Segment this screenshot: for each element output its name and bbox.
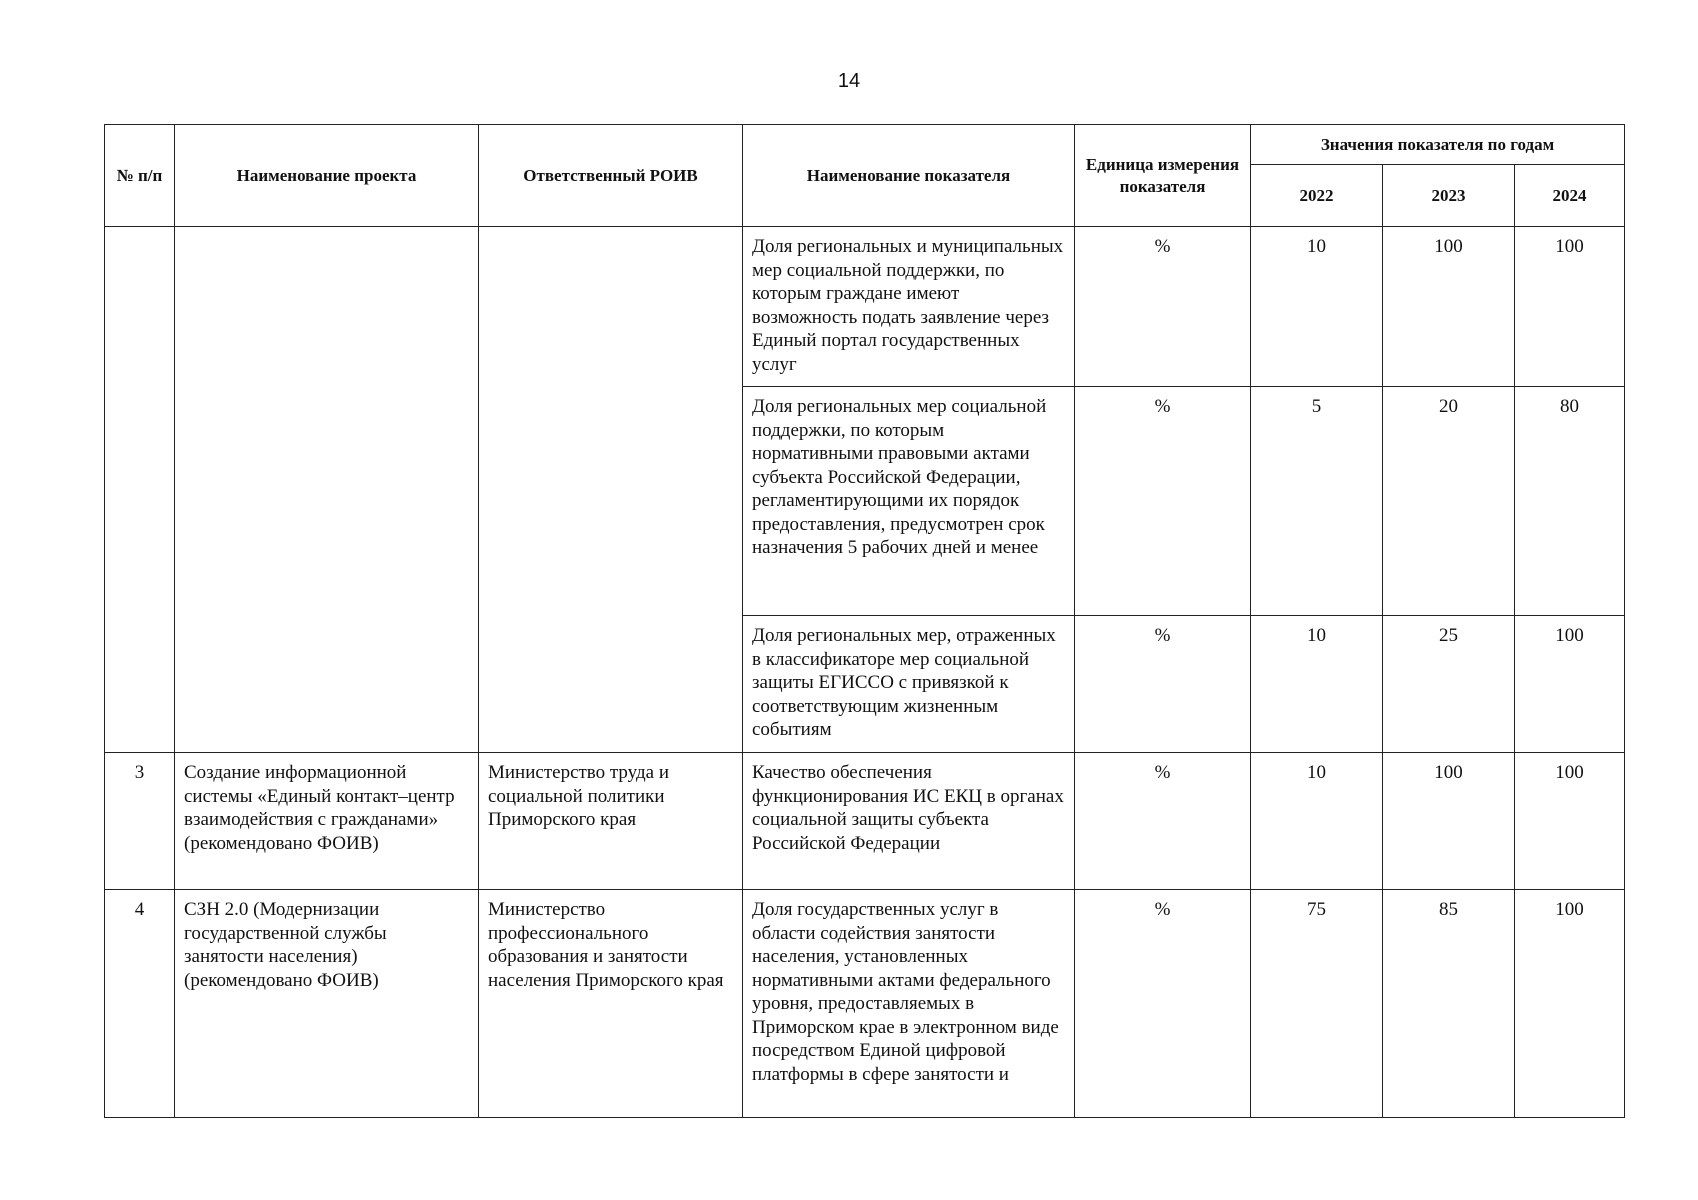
- row-num: 3: [105, 753, 175, 890]
- row-roiv: [479, 227, 743, 753]
- row-unit: %: [1075, 227, 1251, 387]
- row-indicator: Доля государственных услуг в области содействия занятости населения, установленных нормативными актами федерального уровня, предоставляемых в Приморском крае в электронном виде посредством Единой цифровой платформы в сфере занятости и: [743, 890, 1075, 1118]
- row-value-2023: 100: [1383, 753, 1515, 890]
- row-value-2023: 100: [1383, 227, 1515, 387]
- row-value-2024: 100: [1515, 890, 1625, 1118]
- row-project: [175, 227, 479, 753]
- row-unit: %: [1075, 616, 1251, 753]
- row-num: [105, 227, 175, 753]
- indicators-table: [104, 124, 1625, 1118]
- header-values-group: Значения показателя по годам: [1251, 125, 1625, 165]
- header-unit: Единица измерения показателя: [1075, 125, 1251, 227]
- row-indicator: Доля региональных и муниципальных мер социальной поддержки, по которым граждане имеют возможность подать заявление через Единый портал государственных услуг: [743, 227, 1075, 387]
- header-project: Наименование проекта: [175, 125, 479, 227]
- header-indicator: Наименование показателя: [743, 125, 1075, 227]
- table-row: [105, 890, 1625, 1118]
- row-value-2022: 10: [1251, 616, 1383, 753]
- header-num: № п/п: [105, 125, 175, 227]
- row-value-2022: 10: [1251, 227, 1383, 387]
- row-value-2024: 100: [1515, 616, 1625, 753]
- row-value-2022: 5: [1251, 387, 1383, 616]
- row-indicator: Качество обеспечения функционирования ИС ЕКЦ в органах социальной защиты субъекта Российской Федерации: [743, 753, 1075, 890]
- row-project: Создание информационной системы «Единый контакт–центр взаимодействия с гражданами» (рекомендовано ФОИВ): [175, 753, 479, 890]
- header-year-2022: 2022: [1251, 165, 1383, 227]
- table-row: [105, 753, 1625, 890]
- row-value-2024: 100: [1515, 227, 1625, 387]
- row-value-2023: 20: [1383, 387, 1515, 616]
- row-value-2022: 10: [1251, 753, 1383, 890]
- page-number: 14: [837, 70, 861, 92]
- row-value-2023: 25: [1383, 616, 1515, 753]
- row-roiv: Министерство профессионального образования и занятости населения Приморского края: [479, 890, 743, 1118]
- row-unit: %: [1075, 753, 1251, 890]
- row-value-2023: 85: [1383, 890, 1515, 1118]
- row-value-2024: 100: [1515, 753, 1625, 890]
- header-year-2023: 2023: [1383, 165, 1515, 227]
- row-indicator: Доля региональных мер, отраженных в классификаторе мер социальной защиты ЕГИССО с привязкой к соответствующим жизненным событиям: [743, 616, 1075, 753]
- row-num: 4: [105, 890, 175, 1118]
- header-roiv: Ответственный РОИВ: [479, 125, 743, 227]
- table-row: [105, 227, 1625, 387]
- row-unit: %: [1075, 890, 1251, 1118]
- row-value-2024: 80: [1515, 387, 1625, 616]
- row-indicator: Доля региональных мер социальной поддержки, по которым нормативными правовыми актами субъекта Российской Федерации, регламентирующими их порядок предоставления, предусмотрен срок назначения 5 рабочих дней и менее: [743, 387, 1075, 616]
- row-value-2022: 75: [1251, 890, 1383, 1118]
- row-unit: %: [1075, 387, 1251, 616]
- row-roiv: Министерство труда и социальной политики Приморского края: [479, 753, 743, 890]
- header-year-2024: 2024: [1515, 165, 1625, 227]
- row-project: СЗН 2.0 (Модернизации государственной службы занятости населения) (рекомендовано ФОИВ): [175, 890, 479, 1118]
